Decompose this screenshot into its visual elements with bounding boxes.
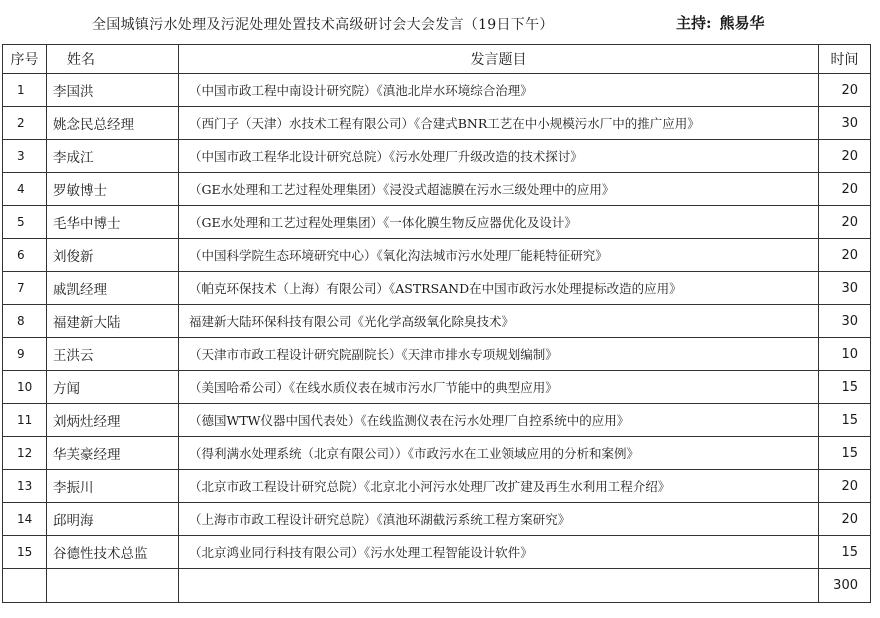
talk-topic: （得利满水处理系统（北京有限公司））《市政污水在工业领域应用的分析和案例》 — [179, 437, 819, 470]
host-name: 熊易华 — [719, 14, 765, 32]
row-index: 7 — [3, 272, 47, 305]
page-title: 全国城镇污水处理及污泥处理处置技术高级研讨会大会发言（19日下午） — [92, 17, 554, 33]
speaker-schedule-table — [2, 44, 871, 603]
host-label: 主持: — [676, 14, 712, 32]
talk-time: 30 — [819, 305, 871, 338]
table-row — [3, 437, 871, 470]
row-index: 6 — [3, 239, 47, 272]
table-row — [3, 140, 871, 173]
talk-time: 15 — [819, 371, 871, 404]
talk-topic: （北京鸿业同行科技有限公司）《污水处理工程智能设计软件》 — [179, 536, 819, 569]
table-row — [3, 404, 871, 437]
talk-time: 15 — [819, 404, 871, 437]
speaker-name: 李成江 — [47, 140, 179, 173]
row-index: 4 — [3, 173, 47, 206]
row-index: 15 — [3, 536, 47, 569]
talk-topic: （西门子（天津）水技术工程有限公司）《合建式BNR工艺在中小规模污水厂中的推广应用》 — [179, 107, 819, 140]
speaker-name: 刘炳灶经理 — [47, 404, 179, 437]
speaker-name: 谷德性技术总监 — [47, 536, 179, 569]
row-index: 2 — [3, 107, 47, 140]
speaker-name: 毛华中博士 — [47, 206, 179, 239]
table-row — [3, 305, 871, 338]
table-row — [3, 371, 871, 404]
table-row — [3, 338, 871, 371]
talk-time: 20 — [819, 239, 871, 272]
talk-topic: 福建新大陆环保科技有限公司《光化学高级氧化除臭技术》 — [179, 305, 819, 338]
speaker-name: 李国洪 — [47, 74, 179, 107]
talk-time: 20 — [819, 74, 871, 107]
talk-time: 30 — [819, 107, 871, 140]
row-index: 11 — [3, 404, 47, 437]
speaker-name: 罗敏博士 — [47, 173, 179, 206]
talk-topic: （上海市市政工程设计研究总院）《滇池环湖截污系统工程方案研究》 — [179, 503, 819, 536]
empty-cell — [3, 569, 47, 603]
row-index: 12 — [3, 437, 47, 470]
talk-time: 20 — [819, 173, 871, 206]
talk-topic: （GE水处理和工艺过程处理集团）《一体化膜生物反应器优化及设计》 — [179, 206, 819, 239]
table-row — [3, 206, 871, 239]
talk-time: 20 — [819, 503, 871, 536]
talk-time: 15 — [819, 536, 871, 569]
row-index: 3 — [3, 140, 47, 173]
speaker-name: 华芙豪经理 — [47, 437, 179, 470]
table-body — [3, 74, 871, 603]
table-row — [3, 173, 871, 206]
table-row — [3, 272, 871, 305]
talk-topic: （美国哈希公司）《在线水质仪表在城市污水厂节能中的典型应用》 — [179, 371, 819, 404]
total-row — [3, 569, 871, 603]
speaker-name: 李振川 — [47, 470, 179, 503]
talk-time: 20 — [819, 470, 871, 503]
total-time: 300 — [819, 569, 871, 603]
speaker-name: 戚凯经理 — [47, 272, 179, 305]
speaker-name: 姚念民总经理 — [47, 107, 179, 140]
host-info — [676, 12, 765, 33]
row-index: 13 — [3, 470, 47, 503]
column-header-topic: 发言题目 — [179, 45, 819, 74]
empty-cell — [47, 569, 179, 603]
row-index: 8 — [3, 305, 47, 338]
talk-topic: （中国市政工程华北设计研究总院）《污水处理厂升级改造的技术探讨》 — [179, 140, 819, 173]
talk-time: 30 — [819, 272, 871, 305]
table-row — [3, 470, 871, 503]
talk-time: 10 — [819, 338, 871, 371]
talk-topic: （德国WTW仪器中国代表处）《在线监测仪表在污水处理厂自控系统中的应用》 — [179, 404, 819, 437]
speaker-name: 邱明海 — [47, 503, 179, 536]
table-row — [3, 536, 871, 569]
row-index: 9 — [3, 338, 47, 371]
talk-topic: （GE水处理和工艺过程处理集团）《浸没式超滤膜在污水三级处理中的应用》 — [179, 173, 819, 206]
talk-time: 20 — [819, 140, 871, 173]
talk-topic: （中国市政工程中南设计研究院）《滇池北岸水环境综合治理》 — [179, 74, 819, 107]
row-index: 1 — [3, 74, 47, 107]
talk-topic: （天津市市政工程设计研究院副院长）《天津市排水专项规划编制》 — [179, 338, 819, 371]
talk-time: 15 — [819, 437, 871, 470]
speaker-name: 方闻 — [47, 371, 179, 404]
column-header-time: 时间 — [819, 45, 871, 74]
table-row — [3, 503, 871, 536]
talk-topic: （中国科学院生态环境研究中心）《氧化沟法城市污水处理厂能耗特征研究》 — [179, 239, 819, 272]
row-index: 10 — [3, 371, 47, 404]
table-row — [3, 74, 871, 107]
speaker-name: 刘俊新 — [47, 239, 179, 272]
speaker-name: 王洪云 — [47, 338, 179, 371]
table-row — [3, 107, 871, 140]
empty-cell — [179, 569, 819, 603]
table-header-row — [3, 45, 871, 74]
speaker-name: 福建新大陆 — [47, 305, 179, 338]
document-header — [0, 8, 880, 38]
talk-time: 20 — [819, 206, 871, 239]
talk-topic: （北京市政工程设计研究总院）《北京北小河污水处理厂改扩建及再生水利用工程介绍》 — [179, 470, 819, 503]
column-header-index: 序号 — [3, 45, 47, 74]
row-index: 5 — [3, 206, 47, 239]
column-header-name: 姓名 — [47, 45, 179, 74]
talk-topic: （帕克环保技术（上海）有限公司）《ASTRSAND在中国市政污水处理提标改造的应用》 — [179, 272, 819, 305]
table-row — [3, 239, 871, 272]
row-index: 14 — [3, 503, 47, 536]
